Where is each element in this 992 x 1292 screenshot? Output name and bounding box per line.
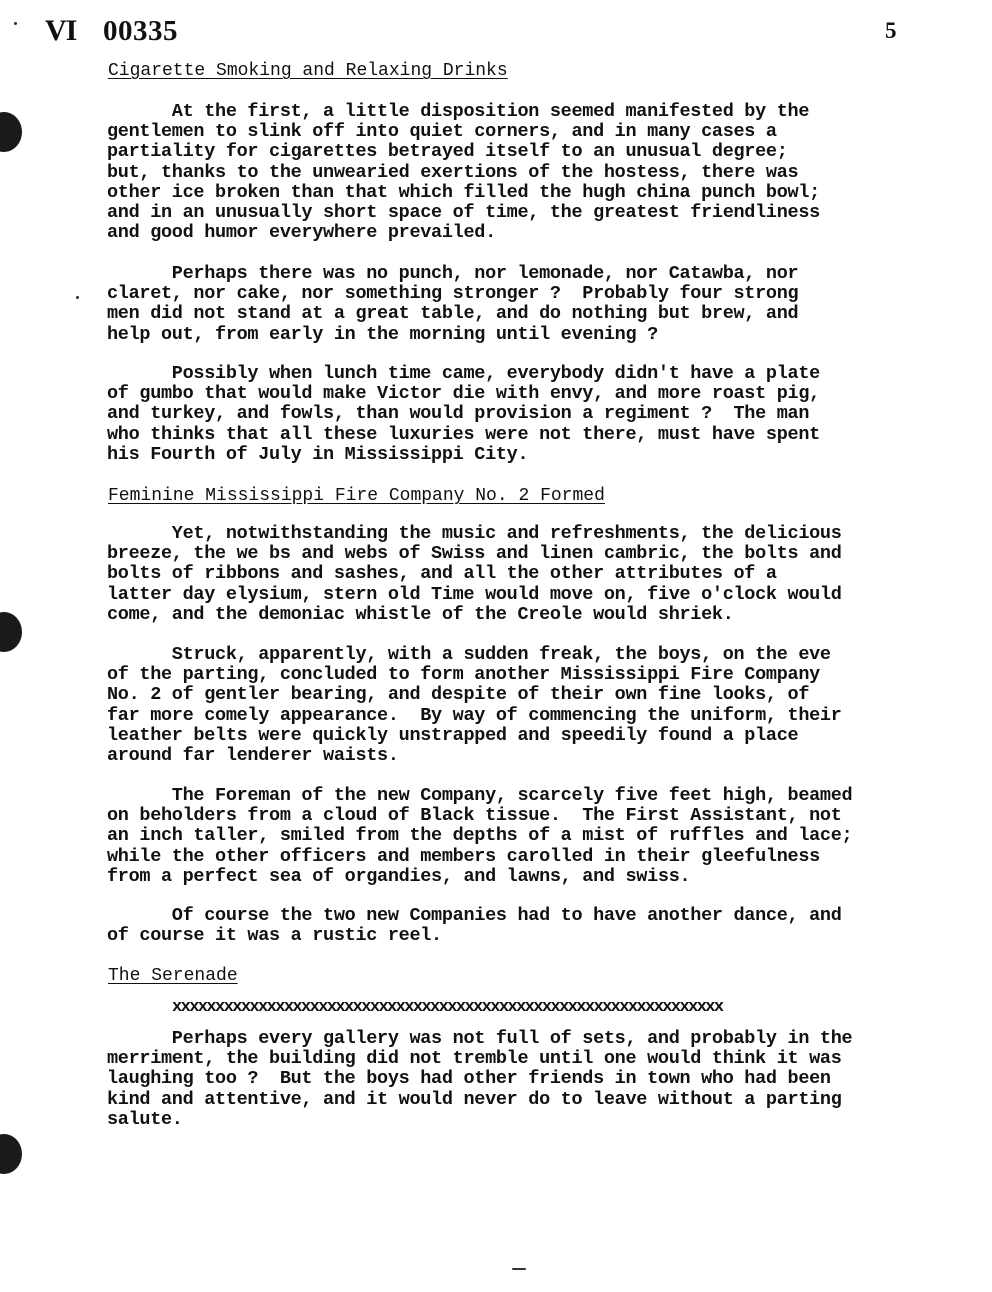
binder-hole — [0, 612, 22, 652]
paragraph: Perhaps every gallery was not full of sets, and probably in the merriment, the building did not tremble until one would think it was laughing too ? But the boys had other friends in town who had been kind and attentive, and it would never do to leave without a parting salute. — [107, 1028, 853, 1130]
page-number: 5 — [885, 18, 897, 43]
paragraph: Possibly when lunch time came, everybody didn't have a plate of gumbo that would make Victor die with envy, and more roast pig, and turkey, and fowls, than would provision a regiment ? The man who thinks that all these luxuries were not there, must have spent his Fourth of July in Mississippi City. — [107, 363, 820, 465]
paragraph: At the first, a little disposition seemed manifested by the gentlemen to slink off into quiet corners, and in many cases a partiality for cigarettes betrayed itself to an unusual degree; but, thanks to the unwearied exertions of the hostess, there was other ice broken than that which filled the hugh china punch bowl; and in an unusually short space of time, the greatest friendliness and good humor everywhere prevailed. — [107, 101, 820, 244]
paragraph: Struck, apparently, with a sudden freak, the boys, on the eve of the parting, concluded to form another Mississippi Fire Company No. 2 of gentler bearing, and despite of their own fine looks, of far more comely appearance. By way of commencing the uniform, their leather belts were quickly unstrapped and speedily found a place around far lenderer waists. — [107, 644, 842, 767]
struck-out-line: xxxxxxxxxxxxxxxxxxxxxxxxxxxxxxxxxxxxxxxxxxxxxxxxxxxxxxxxxxxxxxxx — [172, 998, 723, 1017]
paragraph: The Foreman of the new Company, scarcely five feet high, beamed on beholders from a cloud of Black tissue. The First Assistant, not an inch taller, smiled from the depths of a mist of ruffles and lace; while the other officers and members carolled in their gleefulness from a perfect sea of organdies, and lawns, and swiss. — [107, 785, 853, 887]
document-number: 00335 — [103, 15, 178, 47]
paragraph: Yet, notwithstanding the music and refreshments, the delicious breeze, the we bs and webs of Swiss and linen cambric, the bolts and bolts of ribbons and sashes, and all the other attributes of a latter day elysium, stern old Time would move on, five o'clock would come, and the demoniac whistle of the Creole would shriek. — [107, 523, 842, 625]
section-heading: Cigarette Smoking and Relaxing Drinks — [108, 61, 508, 81]
binder-hole — [0, 112, 22, 152]
section-heading: The Serenade — [108, 966, 238, 986]
section-heading: Feminine Mississippi Fire Company No. 2 Formed — [108, 486, 605, 506]
scan-speck — [14, 22, 17, 25]
paragraph: Of course the two new Companies had to have another dance, and of course it was a rustic reel. — [107, 905, 842, 947]
binder-hole — [0, 1134, 22, 1174]
scan-speck — [512, 1268, 526, 1270]
scan-speck — [76, 296, 79, 299]
paragraph: Perhaps there was no punch, nor lemonade, nor Catawba, nor claret, nor cake, nor something stronger ? Probably four strong men did not stand at a great table, and do nothing but brew, and help out, from early in the morning until evening ? — [107, 263, 799, 345]
roman-numeral: VI — [45, 14, 77, 47]
